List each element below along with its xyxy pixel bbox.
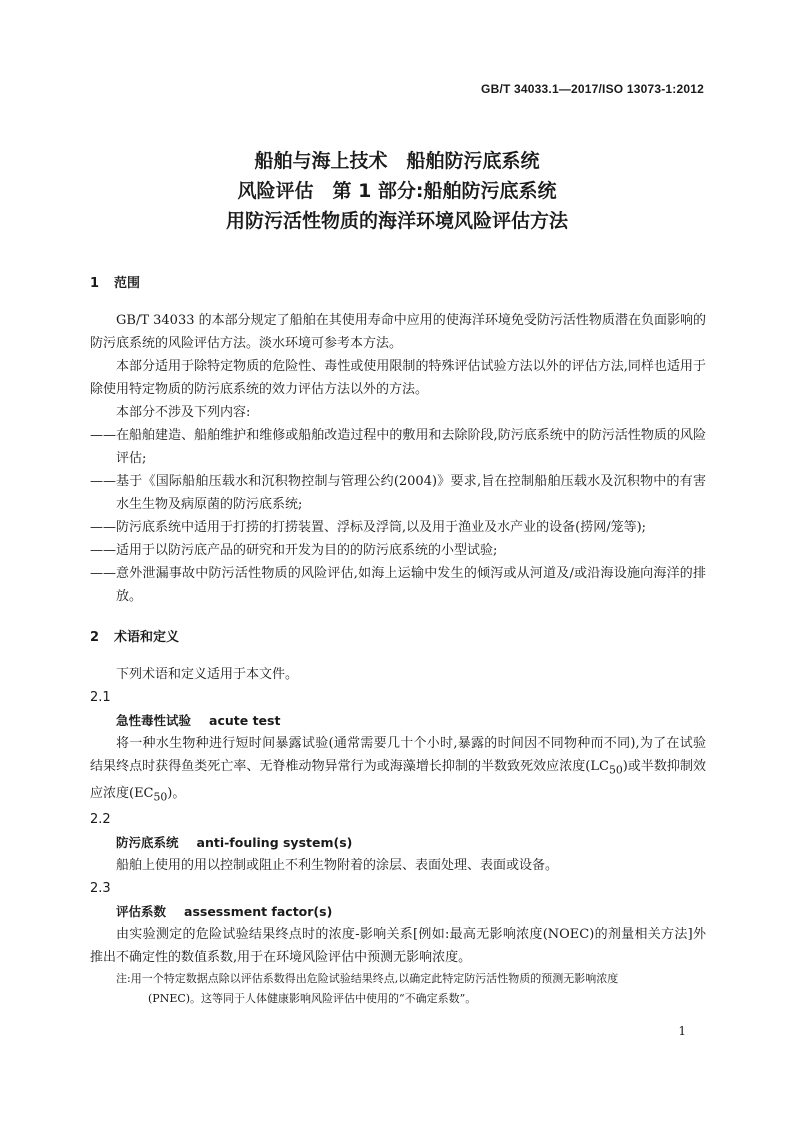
dash-marker: —— [90,474,116,489]
term-number: 2.3 [90,881,111,897]
page-number: 1 [678,1024,686,1038]
term-number: 2.2 [90,812,111,828]
document-body [90,272,706,1009]
section-title: 术语和定义 [114,630,180,645]
term-title-zh: 急性毒性试验 [116,713,192,728]
exclusion-list-item: —— 适用于以防污底产品的研究和开发为目的的防污底系统的小型试验; [90,539,706,562]
scope-paragraph-2: 本部分适用于除特定物质的危险性、毒性或使用限制的特殊评估试验方法以外的评估方法,同样也适用于除使用特定物质的防污底系统的效力评估方法以外的方法。 [90,359,706,397]
scope-paragraph-3: 本部分不涉及下列内容: [116,405,251,420]
title-line-3: 用防污活性物质的海洋环境风险评估方法 [225,210,568,232]
section-title: 范围 [114,276,141,291]
term-definition: 将一种水生物种进行短时间暴露试验(通常需要几十个小时,暴露的时间因不同物种而不同),为了在试验结果终点时获得鱼类死亡率、无脊椎动物异常行为或海藻增长抑制的半数致死效应浓度$(LC_{50})$或半数抑制效应浓度$(EC_{50})$。 [90,736,706,804]
section-heading-terms [90,626,706,649]
term-title-zh: 评估系数 [116,904,167,920]
term-title [90,900,706,923]
exclusion-list-item: —— 意外泄漏事故中防污活性物质的风险评估,如海上运输中发生的倾泻或从河道及/或沿海设施向海洋的排放。 [90,562,706,608]
term-title-en: assessment factor(s) [184,904,333,920]
dash-marker: —— [90,566,116,581]
document-title [0,146,794,236]
exclusion-list-item: —— 防污底系统中适用于打捞的打捞装置、浮标及浮筒,以及用于渔业及水产业的设备(捞网/笼等); [90,516,706,539]
section-heading-scope [90,272,706,295]
section-number: 2 [90,630,100,645]
dash-marker: —— [90,428,116,443]
term-number: 2.1 [90,690,111,705]
term-definition: 船舶上使用的用以控制或阻止不利生物附着的涂层、表面处理、表面或设备。 [116,858,559,874]
title-line-1: 船舶与海上技术 船舶防污底系统 [254,150,540,172]
document-code: GB/T 34033.1—2017/ISO 13073-1:2012 [481,82,704,96]
term-title-en: acute test [209,713,281,728]
term-title-en: anti-fouling system(s) [196,835,353,851]
scope-paragraph-1: GB/T 34033 的本部分规定了船舶在其使用寿命中应用的使海洋环境免受防污活性物质潜在负面影响的防污底系统的风险评估方法。淡水环境可参考本方法。 [90,313,706,351]
note-label: 注: [116,972,131,986]
term-note: 注:用一个特定数据点除以评估系数得出危险试验结果终点,以确定此特定防污活性物质的预测无影响浓度 (PNEC)。这等同于人体健康影响风险评估中使用的“不确定系数”。 [116,972,619,1006]
term-title-zh: 防污底系统 [116,835,179,851]
terms-intro: 下列术语和定义适用于本文件。 [116,667,299,682]
dash-marker: —— [90,543,116,558]
term-definition: 由实验测定的危险试验结果终点时的浓度-影响关系[例如:最高无影响浓度(NOEC)的剂量相关方法]外推出不确定性的数值系数,用于在环境风险评估中预测无影响浓度。 [90,927,706,966]
exclusion-list-item: —— 基于《国际船舶压载水和沉积物控制与管理公约(2004)》要求,旨在控制船舶压载水及沉积物中的有害水生生物及病原菌的防污底系统; [90,470,706,516]
dash-marker: —— [90,520,116,535]
term-title [90,831,706,854]
term-title [90,709,706,732]
title-line-2: 风险评估 第 1 部分:船舶防污底系统 [237,180,557,202]
section-number: 1 [90,276,100,291]
exclusion-list-item: —— 在船舶建造、船舶维护和维修或船舶改造过程中的敷用和去除阶段,防污底系统中的防污活性物质的风险评估; [90,424,706,470]
